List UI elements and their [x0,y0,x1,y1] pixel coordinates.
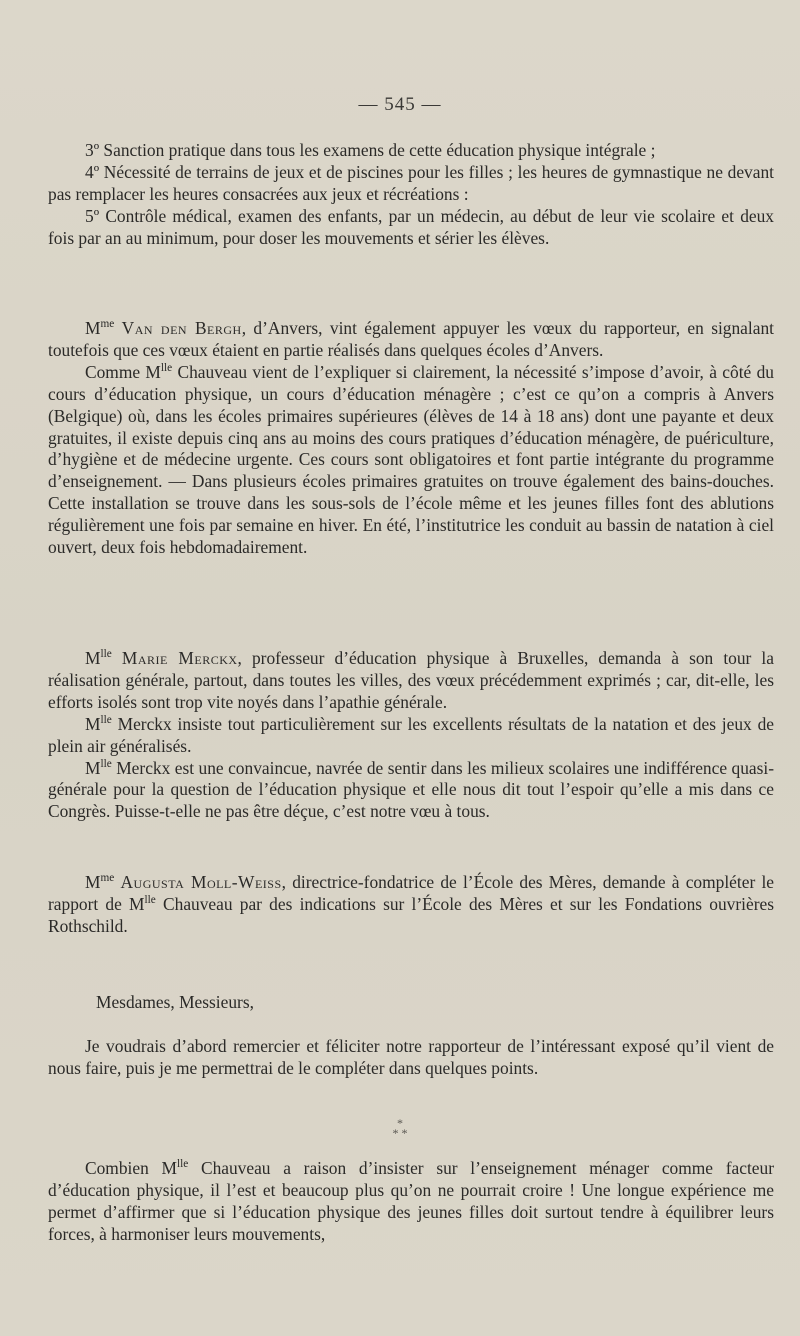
paragraph-speech: Je voudrais d’abord remercier et féliciter notre rapporteur de l’intéressant exposé qu’il vient de nous faire, puis je me permettrai de le compléter dans quelques points. [48,1036,774,1078]
text-block-7 [48,1158,774,1246]
text-block-2 [48,318,774,559]
speaker-name: Marie Merckx [121,648,238,668]
text-block-5 [48,992,774,1014]
list-item-3: 3º Sanction pratique dans tous les examens de cette éducation physique intégrale ; [85,140,656,160]
paragraph-comme: Comme $M^{lle}$ Chauveau vient de l’expliquer si clairement, la nécessité s’impose d’avoir, à côté du cours d’éducation physique, un cours d’éducation ménagère ; c’est ce qu’on a compris à Anvers (Belgique) où, dans les écoles primaires supérieures (élèves de 14 à 18 ans) dont une payante et deux gratuites, il existe depuis cinq ans au moins des cours pratiques d’éducation ménagère, de puériculture, d’hygiène et de médecine urgente. Ces cours sont obligatoires et font partie intégrante du programme d’enseignement. — Dans plusieurs écoles primaires gratuites on trouve également des bains-douches. Cette installation se trouve dans les sous-sols de l’école même et les jeunes filles font des ablutions régulièrement une fois par semaine en hiver. En été, l’institutrice les conduit au bassin de natation à ciel ouvert, deux fois hebdomadairement. [48,361,774,558]
speaker-name: Augusta Moll-Weiss [120,872,282,892]
speaker-name: Van den Bergh [121,318,242,338]
asterism: * * * [392,1116,408,1140]
paragraph-van-den-bergh: $M^{me}$ Van den Bergh, d’Anvers, vint également appuyer les vœux du rapporteur, en signalant toutefois que ces vœux étaient en partie réalisés dans quelques écoles d’Anvers. [48,318,774,360]
paragraph-merckx-3: $M^{lle}$ Merckx est une convaincue, navrée de sentir dans les milieux scolaires une indifférence quasi-générale pour la question de l’éducation physique et elle nous dit tout l’espoir qu’elle a mis dans ce Congrès. Puisse-t-elle ne pas être déçue, c’est notre vœu à tous. [48,757,774,822]
paragraph-moll-weiss: $M^{me}$ Augusta Moll-Weiss, directrice-fondatrice de l’École des Mères, demande à compléter le rapport de $M^{lle}$ Chauveau par des indications sur l’École des Mères et sur les Fondations ouvrières Rothschild. [48,872,774,936]
list-item-5: 5º Contrôle médical, examen des enfants, par un médecin, au début de leur vie scolaire et deux fois par an au minimum, pour doser les mouvements et sérier les élèves. [48,205,774,248]
paragraph-merckx-2: $M^{lle}$ Merckx insiste tout particulièrement sur les excellents résultats de la natation et des jeux de plein air généralisés. [48,713,774,756]
page-number: — 545 — [358,94,442,115]
paragraph-combien: Combien $M^{lle}$ Chauveau a raison d’insister sur l’enseignement ménager comme facteur d’éducation physique, il l’est et beaucoup plus qu’on ne pourrait croire ! Une longue expérience me permet d’affirmer que si l’éducation physique des jeunes filles doit surtout tendre à équilibrer leurs forces, à harmoniser leurs mouvements, [48,1158,774,1244]
text-block-4 [48,872,774,938]
text-block-1 [48,140,774,250]
paragraph-merckx-1: $M^{lle}$ Marie Merckx, professeur d’éducation physique à Bruxelles, demanda à son tour la réalisation générale, partout, dans toutes les villes, des vœux précédemment exprimés ; car, dit-elle, les efforts isolés sont trop vite noyés dans l’apathie générale. [48,648,774,712]
text-block-6 [48,1036,774,1080]
salutation: Mesdames, Messieurs, [96,992,254,1012]
list-item-4: 4º Nécessité de terrains de jeux et de piscines pour les filles ; les heures de gymnastique ne devant pas remplacer les heures consacrées aux jeux et récréations : [48,161,774,204]
text-block-3 [48,648,774,823]
